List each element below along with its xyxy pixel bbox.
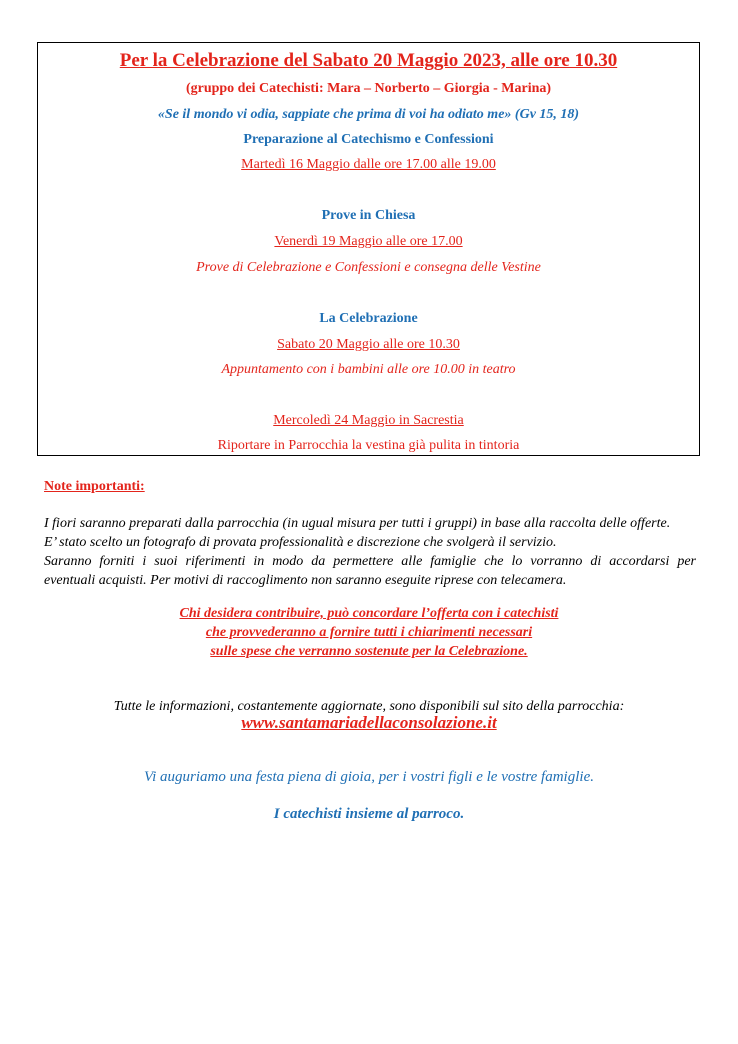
group-line: (gruppo dei Catechisti: Mara – Norberto – Giorgia - Marina) [185,81,552,96]
section-note: Appuntamento con i bambini alle ore 10.00 in teatro [221,362,516,377]
notes-line: I fiori saranno preparati dalla parrocchia (in ugual misura per tutti i gruppi) in base alla raccolta delle offerte. [44,516,671,531]
contribution-line: Chi desidera contribuire, può concordare l’offerta con i catechisti [179,606,559,621]
contribution-line: che provvederanno a fornire tutti i chiarimenti necessari [205,625,533,640]
section-heading: Prove in Chiesa [321,208,416,223]
section-note: Prove di Celebrazione e Confessioni e consegna delle Vestine [196,260,541,275]
section-date: Martedì 16 Maggio dalle ore 17.00 alle 19.00 [241,157,496,172]
notes-line: eventuali acquisti. Per motivi di raccoglimento non saranno eseguite riprese con telecamera. [44,573,567,588]
page-title: Per la Celebrazione del Sabato 20 Maggio 2023, alle ore 10.30 [119,50,618,71]
section-date: Sabato 20 Maggio alle ore 10.30 [277,337,460,352]
section-heading: Preparazione al Catechismo e Confessioni [243,132,494,147]
section-note: Riportare in Parrocchia la vestina già pulita in tintoria [217,438,520,453]
notes-label: Note importanti: [44,479,145,494]
closing-signature: I catechisti insieme al parroco. [273,806,465,822]
section-heading: La Celebrazione [319,311,418,326]
contribution-line: sulle spese che verranno sostenute per la Celebrazione. [210,644,528,659]
website-link[interactable]: www.santamariadellaconsolazione.it [241,713,497,732]
notes-line: E’ stato scelto un fotografo di provata professionalità e discrezione che svolgerà il servizio. [44,535,557,550]
info-text: Tutte le informazioni, costantemente aggiornate, sono disponibili sul sito della parrocchia: [113,699,625,714]
section-date: Venerdì 19 Maggio alle ore 17.00 [274,234,463,249]
gospel-quote: «Se il mondo vi odia, sappiate che prima di voi ha odiato me» (Gv 15, 18) [157,107,580,122]
notes-line: Saranno forniti i suoi riferimenti in modo da permettere alle famiglie che lo vorranno di accordarsi per [44,554,696,569]
closing-wish: Vi auguriamo una festa piena di gioia, per i vostri figli e le vostre famiglie. [144,769,594,785]
section-date: Mercoledì 24 Maggio in Sacrestia [273,413,464,428]
